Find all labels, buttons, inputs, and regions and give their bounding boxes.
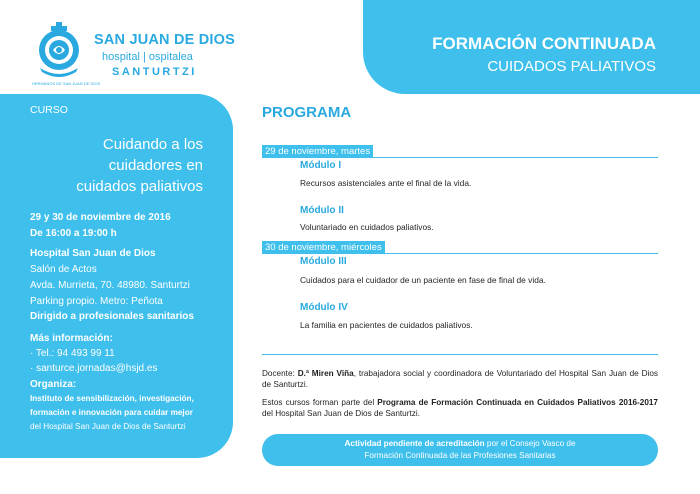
course-title-line: cuidadores en [108,157,203,174]
docente-name: D.ª Miren Viña [297,369,354,378]
docente-label: Docente: [262,369,298,378]
organizer [30,378,194,434]
day-header [262,145,658,158]
module-title: Módulo II [300,205,344,216]
organizer-heading: Organiza: [30,379,77,390]
logo-subtitle: hospital | ospitalea [102,51,193,63]
module-title: Módulo I [300,160,342,171]
program-text: Estos cursos forman parte del [262,398,378,407]
module-description: Cuidados para el cuidador de un paciente en fase de final de vida. [300,275,546,285]
venue-address: Avda. Murrieta, 70. 48980. Santurtzi [30,280,190,291]
program-text: del Hospital San Juan de Dios de Santurtzi. [262,409,420,418]
course-title [76,134,203,197]
module-title: Módulo IV [300,302,348,313]
docente-text: , trabajadora social y coordinadora de Voluntariado del Hospital San Juan de Dios de Santurtzi. [262,369,659,389]
day-header [262,241,658,254]
course-audience: Dirigido a profesionales sanitarios [30,311,194,322]
logo-motto: HERMANOS DE SAN JUAN DE DIOS [32,81,101,86]
course-venue [30,246,190,310]
course-title-line: cuidados paliativos [76,178,203,195]
accreditation-status: Actividad pendiente de acreditación [344,439,485,448]
module-description: Recursos asistenciales ante el final de la vida. [300,178,472,188]
course-time: De 16:00 a 19:00 h [30,228,117,239]
hospital-logo [30,20,235,86]
accreditation-banner [262,434,658,466]
contact-email[interactable]: · santurce.jornadas@hsjd.es [30,363,158,374]
organizer-line: del Hospital San Juan de Dios de Santurtzi [30,422,186,431]
venue-room: Salón de Actos [30,264,97,275]
accreditation-text: por el Consejo Vasco de [484,439,576,448]
contact-heading: Más información: [30,333,113,344]
organizer-line: Instituto de sensibilización, investigación, [30,394,194,403]
divider [262,354,658,355]
course-date: 29 y 30 de noviembre de 2016 [30,212,171,223]
contact-phone[interactable]: · Tel.: 94 493 99 11 [30,348,115,359]
accreditation-body: Formación Continuada de las Profesiones Sanitarias [364,451,556,460]
module-description: La familia en pacientes de cuidados paliativos. [300,320,473,330]
venue-name: Hospital San Juan de Dios [30,248,156,259]
program-note [262,397,658,419]
header-banner [363,0,700,94]
day-date: 29 de noviembre, martes [262,145,373,158]
program-name: Programa de Formación Continuada en Cuidados Paliativos 2016-2017 [377,398,658,407]
organizer-line: formación e innovación para cuidar mejor [30,408,193,417]
venue-parking: Parking propio. Metro: Peñota [30,296,163,307]
logo-city: SANTURTZI [112,66,197,78]
module-title: Módulo III [300,256,347,267]
day-date: 30 de noviembre, miércoles [262,241,385,254]
course-label: CURSO [30,104,68,116]
docente-note [262,368,658,390]
programa-title: PROGRAMA [262,104,352,121]
course-panel [0,94,233,458]
header-title: FORMACIÓN CONTINUADA [432,34,656,53]
logo-name: SAN JUAN DE DIOS [94,32,235,48]
module-description: Voluntariado en cuidados paliativos. [300,222,434,232]
contact-info [30,331,157,376]
course-dates [30,210,171,242]
course-title-line: Cuidando a los [102,136,203,153]
san-juan-de-dios-emblem-icon [30,20,88,82]
header-subtitle: CUIDADOS PALIATIVOS [487,58,656,75]
